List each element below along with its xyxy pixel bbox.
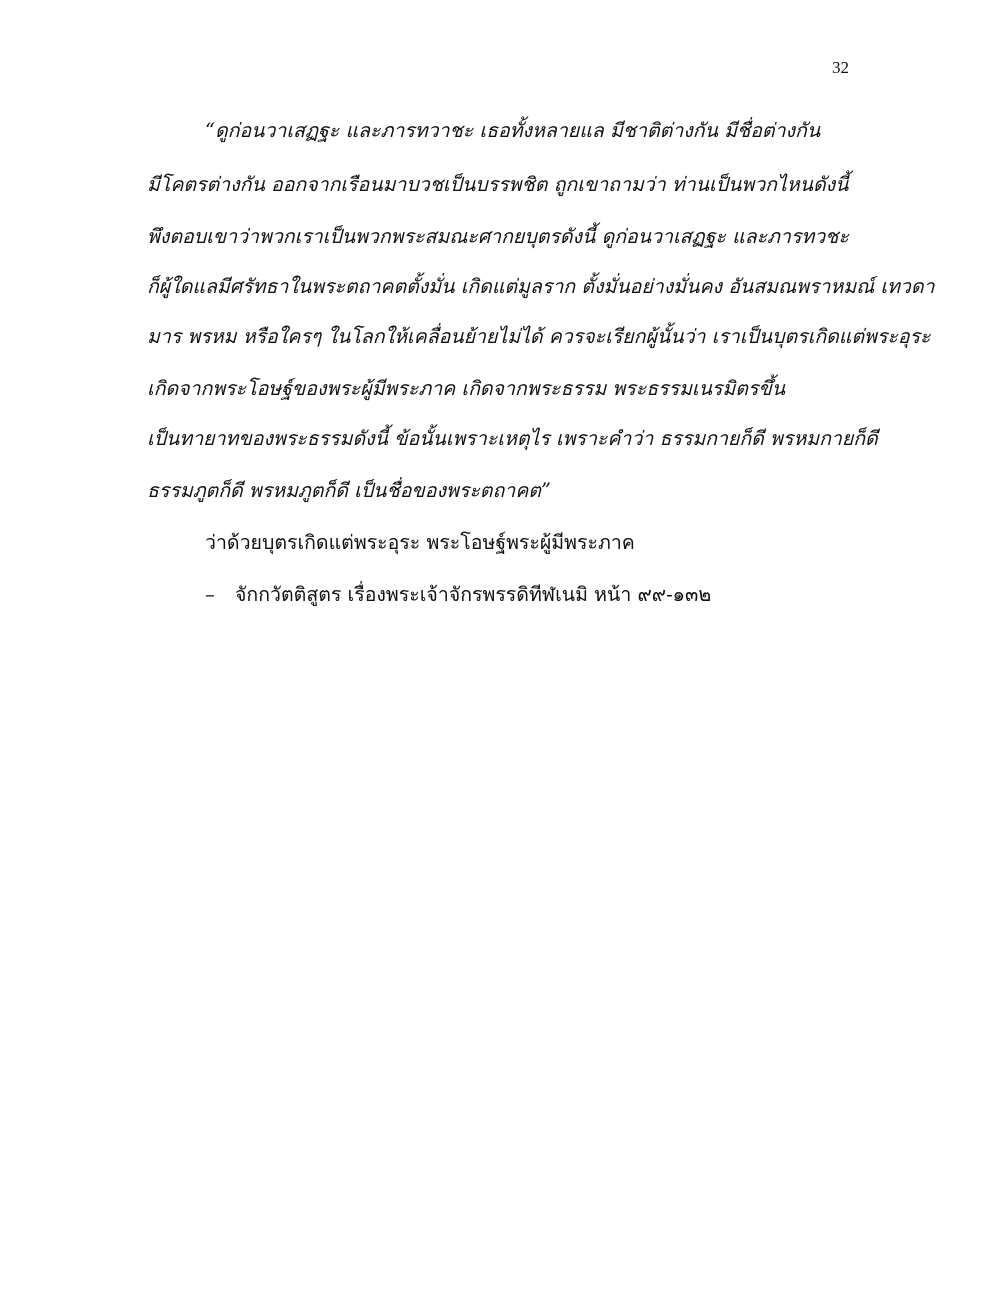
summary-line: ว่าด้วยบุตรเกิดแต่พระอุระ พระโอษฐ์พระผู้มีพระภาค <box>205 531 635 554</box>
page-number: 32 <box>832 58 849 77</box>
quote-line: มีโคตรต่างกัน ออกจากเรือนมาบวชเป็นบรรพชิต ถูกเขาถามว่า ท่านเป็นพวกไหนดังนี้ <box>147 173 849 196</box>
quote-line: ก็ผู้ใดแลมีศรัทธาในพระตถาคตตั้งมั่น เกิดแต่มูลราก ตั้งมั่นอย่างมั่นคง อันสมณพราหมณ์ เทวดา <box>147 275 935 298</box>
quote-line: พึงตอบเขาว่าพวกเราเป็นพวกพระสมณะศากยบุตรดังนี้ ดูก่อนวาเสฏฐะ และภารทวชะ <box>147 225 849 248</box>
reference-bullet: – <box>205 583 215 606</box>
reference-item <box>205 582 711 608</box>
quote-line: “ดูก่อนวาเสฏฐะ และภารทวาชะ เธอทั้งหลายแล มีชาติต่างกัน มีชื่อต่างกัน <box>205 119 821 142</box>
quote-line: มาร พรหม หรือใครๆ ในโลกให้เคลื่อนย้ายไม่ได้ ควรจะเรียกผู้นั้นว่า เราเป็นบุตรเกิดแต่พระอุระ <box>147 325 931 348</box>
reference-text: จักกวัตติสูตร เรื่องพระเจ้าจักรพรรดิทีฬเนมิ หน้า ๙๙-๑๓๒ <box>235 583 712 606</box>
quote-line: ธรรมภูตก็ดี พรหมภูตก็ดี เป็นชื่อของพระตถาคต” <box>147 479 551 502</box>
quote-line: เป็นทายาทของพระธรรมดังนี้ ข้อนั้นเพราะเหตุไร เพราะคำว่า ธรรมกายก็ดี พรหมกายก็ดี <box>147 427 878 450</box>
quote-line: เกิดจากพระโอษฐ์ของพระผู้มีพระภาค เกิดจากพระธรรม พระธรรมเนรมิตรขึ้น <box>147 377 786 400</box>
